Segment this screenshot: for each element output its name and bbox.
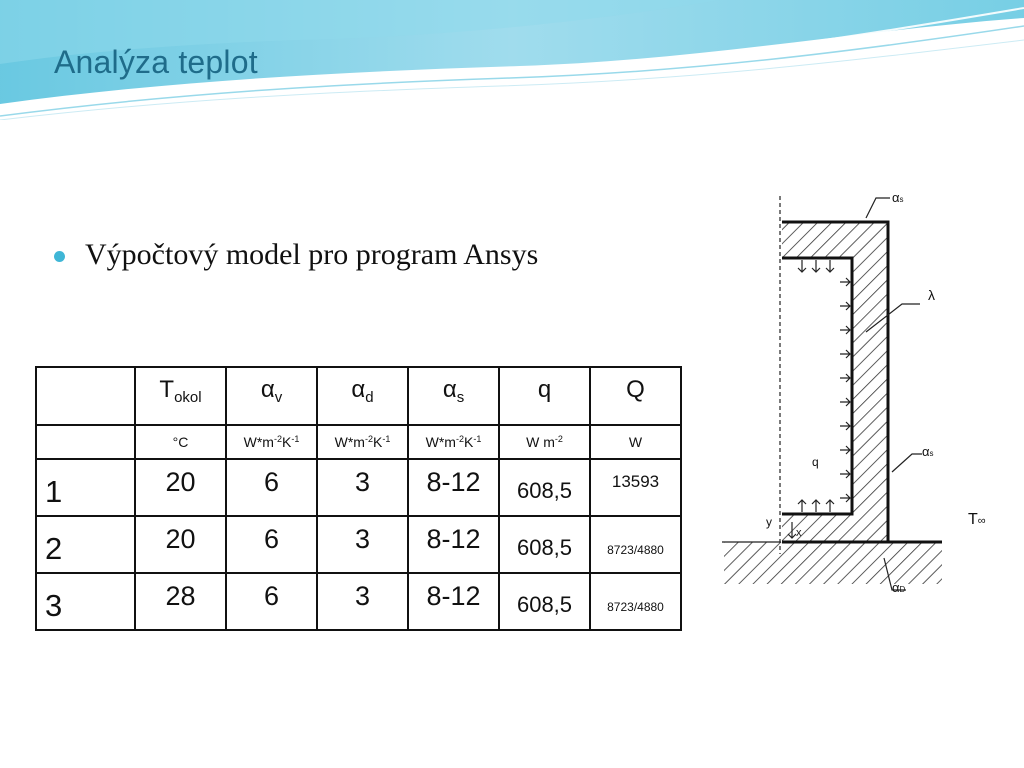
bullet-text: Výpočtový model pro program Ansys: [85, 238, 539, 271]
flux-arrows: [788, 260, 850, 538]
unit-exp: -2: [455, 434, 464, 444]
cell-t: 20: [135, 516, 226, 573]
header-label: α: [442, 376, 457, 403]
cell-alpha-v: 6: [226, 573, 317, 630]
cell-alpha-d: 3: [317, 516, 408, 573]
unit-exp: -1: [473, 434, 482, 444]
cell-t: 28: [135, 573, 226, 630]
table-row: [36, 459, 681, 516]
bullet-dot-icon: [54, 251, 65, 262]
header-Q: [590, 367, 681, 425]
label-t-infinity: T∞: [968, 511, 986, 528]
cell-alpha-v: 6: [226, 459, 317, 516]
cell-alpha-s: 8-12: [408, 516, 499, 573]
label-alpha-bottom: αD: [892, 580, 906, 595]
unit-Q: W: [590, 425, 681, 459]
header-alpha-d: [317, 367, 408, 425]
cell-alpha-s: 8-12: [408, 459, 499, 516]
header-label: α: [351, 376, 366, 403]
label-alpha-top: αs: [892, 190, 904, 205]
label-q: q: [812, 455, 819, 469]
cell-q: 608,5: [499, 459, 590, 516]
cell-q: 608,5: [499, 573, 590, 630]
table-row: [36, 573, 681, 630]
table-corner-cell: [36, 367, 135, 425]
wall-hatch: [782, 222, 888, 542]
label-lambda: λ: [928, 287, 935, 303]
header-alpha-v: [226, 367, 317, 425]
header-t-okol: [135, 367, 226, 425]
header-sub: v: [274, 389, 283, 406]
header-alpha-s: [408, 367, 499, 425]
unit-alpha-v: [226, 425, 317, 459]
parameters-table: [35, 366, 682, 631]
unit-exp: -2: [364, 434, 373, 444]
wall-inner-edge: [782, 258, 852, 514]
cell-Q: 8723/4880: [590, 573, 681, 630]
unit-exp: -1: [291, 434, 300, 444]
table-row: [36, 516, 681, 573]
header-label: T: [159, 376, 175, 403]
ground-hatch: [724, 542, 942, 584]
header-q: [499, 367, 590, 425]
ansys-model-diagram: [716, 182, 1016, 602]
header-sub: d: [365, 389, 374, 406]
unit-text: K: [372, 434, 383, 450]
unit-t: °C: [135, 425, 226, 459]
unit-alpha-s: [408, 425, 499, 459]
unit-text: K: [281, 434, 292, 450]
unit-text: K: [463, 434, 474, 450]
table-header-row: [36, 367, 681, 425]
unit-text: W*m: [243, 434, 274, 450]
unit-text: W*m: [334, 434, 365, 450]
cell-t: 20: [135, 459, 226, 516]
label-x: x: [796, 527, 802, 539]
label-y: y: [766, 515, 772, 529]
unit-exp: -2: [273, 434, 282, 444]
cell-alpha-d: 3: [317, 573, 408, 630]
slide-title: Analýza teplot: [54, 44, 258, 80]
row-id: 2: [36, 516, 135, 573]
label-alpha-mid: αs: [922, 444, 934, 459]
unit-text: W*m: [425, 434, 456, 450]
header-sub: s: [456, 389, 465, 406]
unit-q: [499, 425, 590, 459]
cell-alpha-d: 3: [317, 459, 408, 516]
header-label: Q: [626, 376, 645, 403]
cell-q: 608,5: [499, 516, 590, 573]
units-empty-cell: [36, 425, 135, 459]
unit-alpha-d: [317, 425, 408, 459]
unit-text: W m: [526, 434, 555, 450]
unit-exp: -1: [382, 434, 391, 444]
cell-alpha-s: 8-12: [408, 573, 499, 630]
header-sub: okol: [174, 389, 202, 406]
header-label: q: [537, 376, 552, 403]
row-id: 1: [36, 459, 135, 516]
bullet-item: [54, 238, 538, 272]
row-id: 3: [36, 573, 135, 630]
cell-Q: 8723/4880: [590, 516, 681, 573]
unit-exp: -2: [554, 434, 563, 444]
cell-Q: 13593: [590, 459, 681, 516]
header-label: α: [260, 376, 275, 403]
table-units-row: [36, 425, 681, 459]
cell-alpha-v: 6: [226, 516, 317, 573]
